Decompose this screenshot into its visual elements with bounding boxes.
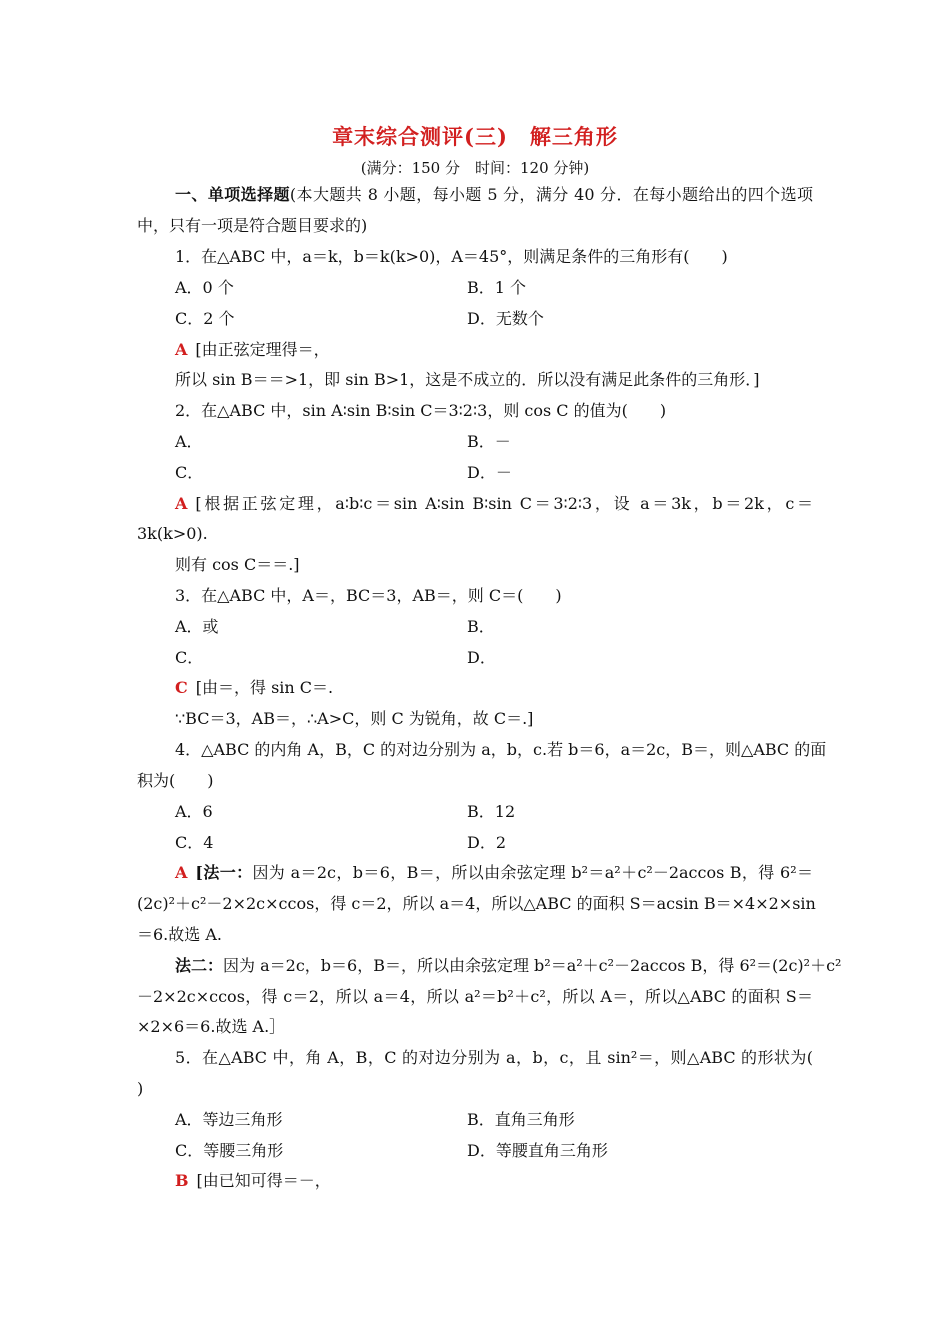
q1-solution-line1: A [由正弦定理得＝，: [175, 340, 330, 359]
q2-solution-line3: 则有 cos C＝＝.]: [175, 555, 300, 574]
q4-option-c: C．4: [175, 833, 214, 852]
q1-option-c: C．2 个: [175, 309, 235, 328]
q1-answer: A: [175, 340, 188, 359]
q1-stem: 1．在△ABC 中，a＝k，b＝k(k>0)，A＝45°，则满足条件的三角形有( ): [175, 247, 728, 266]
section-desc-line1: (本大题共 8 小题，每小题 5 分，满分 40 分．在每小题给出的四个选项: [289, 185, 813, 204]
page-title: 章末综合测评(三) 解三角形: [332, 124, 618, 149]
q5-solution-line1: B [由已知可得＝－，: [175, 1171, 331, 1190]
q4-solution-line2: (2c)²＋c²－2×2c×ccos，得 c＝2，所以 a＝4，所以△ABC 的面积 S＝acsin B＝×4×2×sin: [137, 894, 816, 913]
q1-option-b: B．1 个: [467, 278, 527, 297]
q4-solution-line1: A [法一：因为 a＝2c，b＝6，B＝，所以由余弦定理 b²＝a²＋c²－2accos B，得 6²＝: [175, 863, 813, 882]
q2-answer: A: [175, 494, 188, 513]
q1-solution-line2: 所以 sin B＝＝>1，即 sin B>1，这是不成立的．所以没有满足此条件的三角形．]: [175, 370, 760, 389]
q5-option-a: A．等边三角形: [175, 1110, 283, 1129]
q4-option-a: A．6: [175, 802, 213, 821]
q4-answer: A: [175, 863, 188, 882]
q5-stem-line1: 5．在△ABC 中，角 A，B，C 的对边分别为 a，b，c，且 sin²＝，则△ABC 的形状为(: [175, 1048, 813, 1067]
q3-solution-line1: C [由＝，得 sin C＝.: [175, 678, 334, 697]
section-heading: 一、单项选择题: [175, 185, 290, 204]
q4-option-d: D．2: [467, 833, 507, 852]
q5-option-b: B．直角三角形: [467, 1110, 575, 1129]
exam-info: (满分：150 分 时间：120 分钟): [360, 159, 590, 177]
q4-solution-line4: 法二：因为 a＝2c，b＝6，B＝，所以由余弦定理 b²＝a²＋c²－2accos B，得 6²＝(2c)²＋c²: [175, 956, 842, 975]
q3-option-a: A．或: [175, 617, 219, 636]
q4-solution-line5: －2×2c×ccos，得 c＝2，所以 a＝4，所以 a²＝b²＋c²，所以 A＝，所以△ABC 的面积 S＝: [137, 987, 813, 1006]
q4-method1-label: [法一：: [195, 863, 253, 882]
q5-answer: B: [175, 1171, 189, 1190]
q3-stem: 3．在△ABC 中，A＝，BC＝3，AB＝，则 C＝( ): [175, 586, 562, 605]
q2-solution-line2: 3k(k>0).: [137, 524, 208, 543]
q3-solution-line2: ∵BC＝3，AB＝，∴A>C，则 C 为锐角，故 C＝.]: [175, 709, 534, 728]
q3-option-d: D．: [467, 648, 496, 667]
q2-option-c: C．: [175, 463, 204, 482]
q5-stem-line2: ): [137, 1079, 144, 1098]
section-header: [175, 185, 813, 205]
q2-solution-line1: A [根据正弦定理，a∶b∶c＝sin A∶sin B∶sin C＝3∶2∶3，设 a＝3k，b＝2k，c＝: [175, 494, 813, 513]
q2-option-b: B．－: [467, 432, 511, 451]
q2-option-d: D．－: [467, 463, 512, 482]
q5-option-d: D．等腰直角三角形: [467, 1141, 608, 1160]
q4-stem-line1: 4．△ABC 的内角 A，B，C 的对边分别为 a，b，c.若 b＝6，a＝2c，B＝，则△ABC 的面: [175, 740, 827, 759]
section-desc-line2: 中，只有一项是符合题目要求的): [137, 216, 368, 235]
q4-stem-line2: 积为( ): [137, 771, 214, 790]
q1-option-d: D．无数个: [467, 309, 544, 328]
q4-option-b: B．12: [467, 802, 516, 821]
q2-option-a: A．: [175, 432, 203, 451]
q3-option-b: B．: [467, 617, 495, 636]
q4-solution-line3: ＝6.故选 A.: [137, 925, 222, 944]
q4-method2-label: 法二：: [175, 956, 224, 975]
q2-stem: 2．在△ABC 中，sin A∶sin B∶sin C＝3∶2∶3，则 cos C 的值为( ): [175, 401, 667, 420]
q4-solution-line6: ×2×6＝6.故选 A.］: [137, 1017, 286, 1036]
q1-option-a: A．0 个: [175, 278, 234, 297]
q3-answer: C: [175, 678, 188, 697]
q5-option-c: C．等腰三角形: [175, 1141, 284, 1160]
q3-option-c: C．: [175, 648, 204, 667]
